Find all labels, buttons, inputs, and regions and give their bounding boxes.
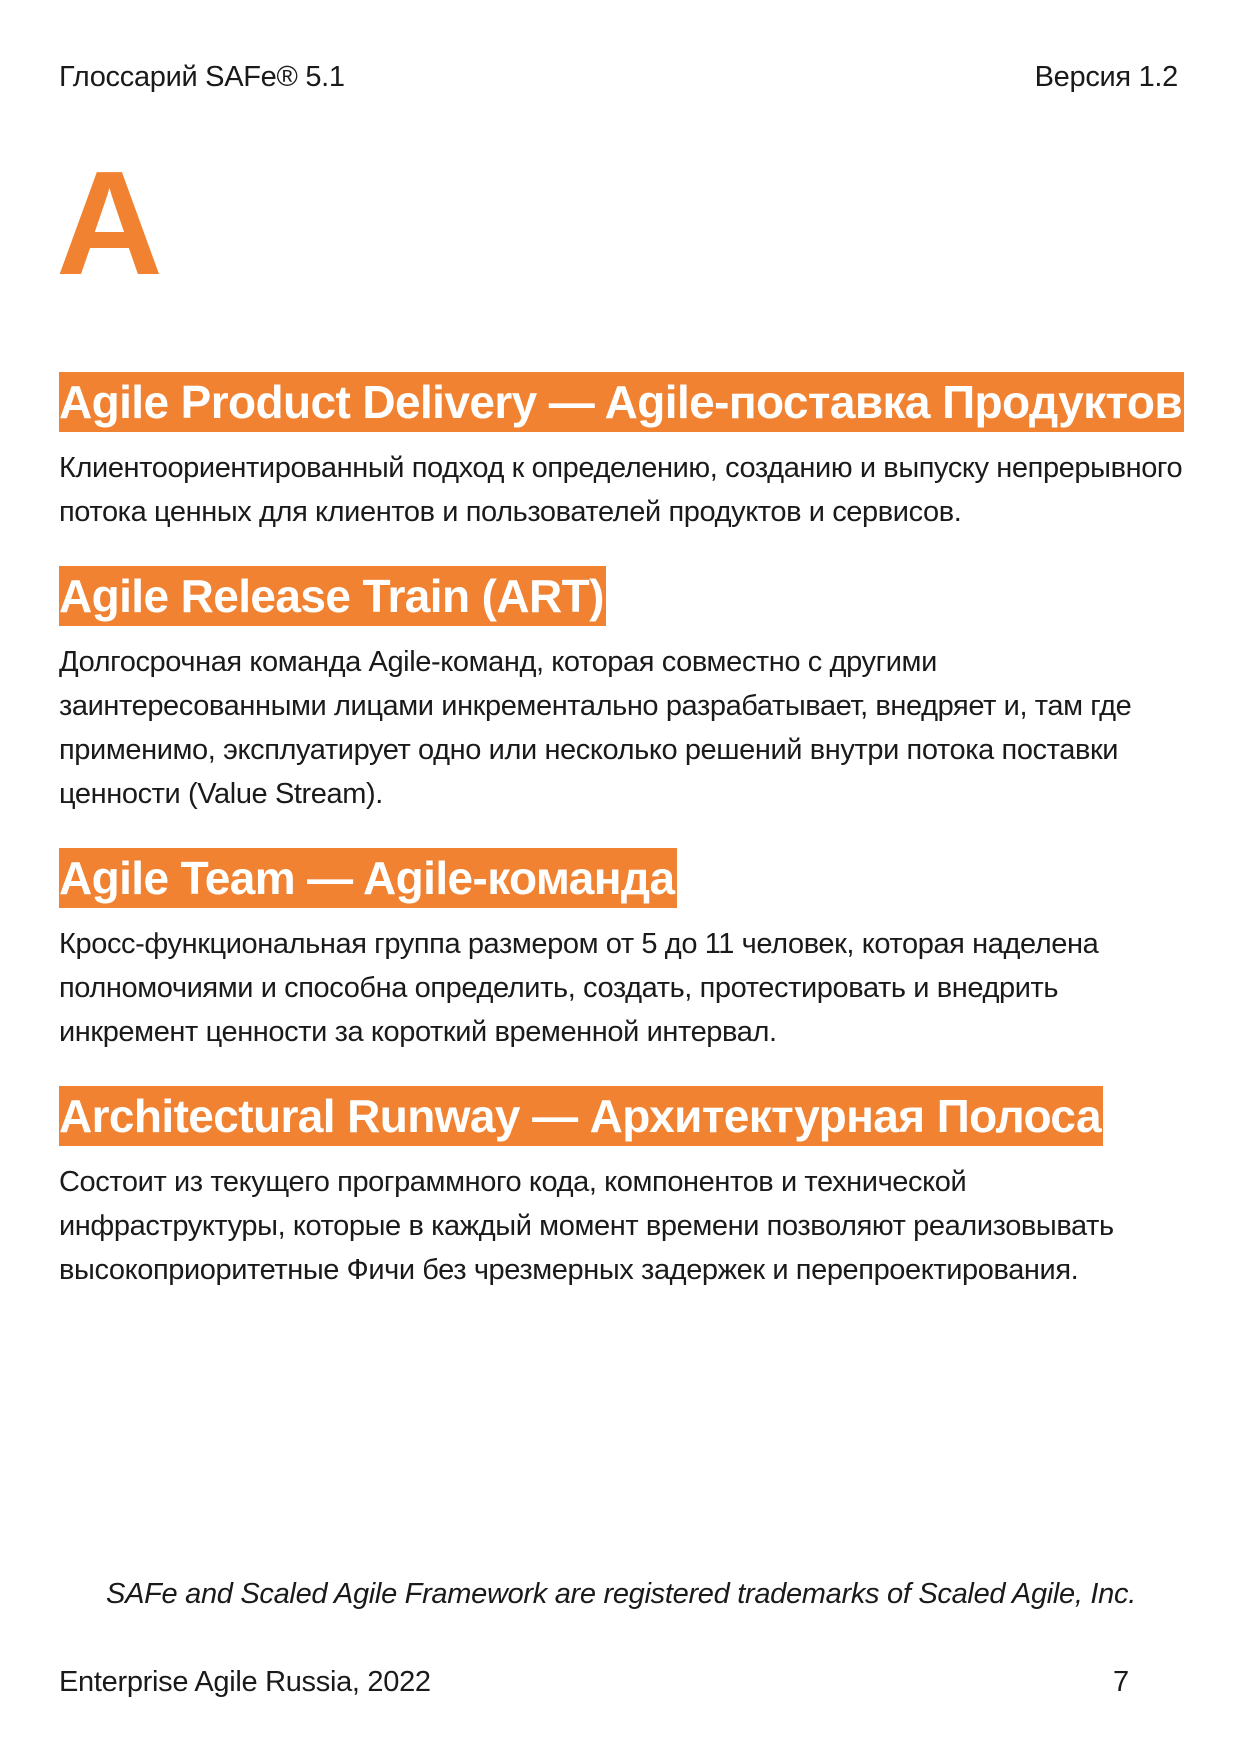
entry-term: Agile Product Delivery — Agile-поставка Продуктов	[59, 372, 1184, 432]
entry-term: Architectural Runway — Архитектурная Полоса	[59, 1086, 1103, 1146]
entry-term: Agile Team — Agile-команда	[59, 848, 677, 908]
footer-publisher: Enterprise Agile Russia, 2022	[59, 1666, 431, 1698]
entry-definition: Долгосрочная команда Agile-команд, которая совместно с другими заинтересованными лицами инкрементально разрабатывает, внедряет и, там где применимо, эксплуатирует одно или несколько решений внутри потока поставки ценности (Value Stream).	[59, 646, 1132, 810]
entry-definition: Кросс-функциональная группа размером от 5 до 11 человек, которая наделена полномочиями и способна определить, создать, протестировать и внедрить инкремент ценности за короткий временной интервал.	[59, 928, 1099, 1048]
glossary-entry	[59, 1086, 1189, 1292]
entry-definition: Клиентоориентированный подход к определению, созданию и выпуску непрерывного потока ценных для клиентов и пользователей продуктов и сервисов.	[59, 452, 1183, 528]
entry-definition: Состоит из текущего программного кода, компонентов и технической инфраструктуры, которые в каждый момент времени позволяют реализовывать высокоприоритетные Фичи без чрезмерных задержек и перепроектирования.	[59, 1166, 1114, 1286]
glossary-entry	[59, 566, 1189, 816]
trademark-notice: SAFe and Scaled Agile Framework are registered trademarks of Scaled Agile, Inc.	[106, 1578, 1136, 1610]
document-version: Версия 1.2	[1034, 61, 1178, 93]
section-letter: A	[56, 141, 163, 306]
entry-term: Agile Release Train (ART)	[59, 566, 606, 626]
glossary-entries	[59, 372, 1189, 1324]
page-number: 7	[1113, 1666, 1130, 1698]
glossary-entry	[59, 848, 1189, 1054]
glossary-entry	[59, 372, 1189, 534]
document-title: Глоссарий SAFe® 5.1	[59, 61, 345, 93]
